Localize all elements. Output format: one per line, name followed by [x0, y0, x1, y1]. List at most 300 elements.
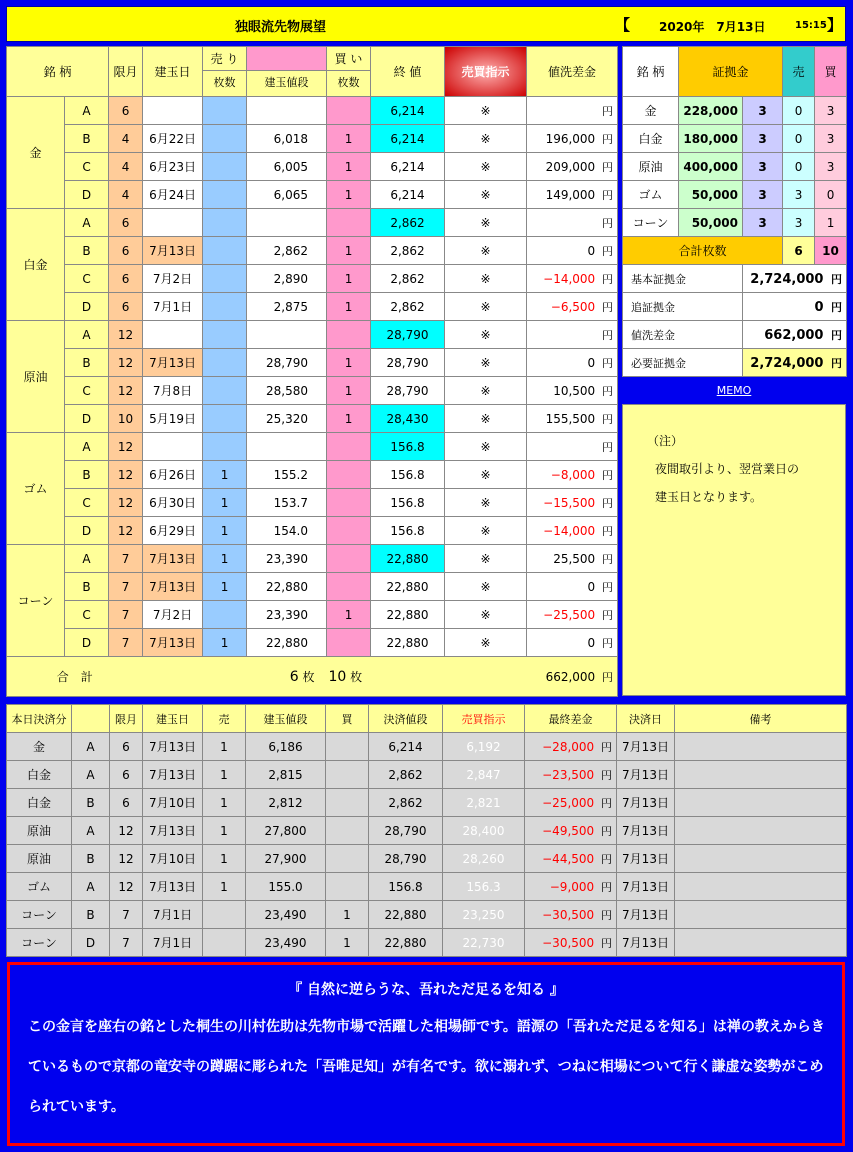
open-date: 7月1日	[143, 293, 203, 321]
open-price: 23,390	[247, 545, 327, 573]
settle-price: 155.0	[246, 873, 326, 901]
position-row	[7, 629, 618, 657]
open-date	[143, 97, 203, 125]
mark-diff	[743, 321, 847, 349]
positions-table	[6, 46, 618, 697]
margin-col-amount: 証拠金	[679, 47, 783, 97]
buy-count: 1	[327, 153, 371, 181]
margin-sell: 3	[783, 181, 815, 209]
yen-unit: 円	[601, 768, 612, 782]
settle-final-cell	[525, 873, 617, 901]
yen-unit: 円	[602, 104, 614, 118]
instruction: ※	[445, 181, 527, 209]
position-key: B	[65, 573, 109, 601]
instruction: ※	[445, 461, 527, 489]
settle-row	[7, 733, 847, 761]
position-key: A	[65, 433, 109, 461]
close-price: 156.8	[371, 433, 445, 461]
yen-unit: 円	[602, 608, 614, 622]
brand-name: 金	[7, 97, 65, 209]
quote-body: この金言を座右の銘とした桐生の川村佐助は先物市場で活躍した相場師です。語源の「吾れただ足るを知る」は禅の教えからきているもので京都の竜安寺の蹲踞に彫られた「吾唯足知」が有名です。欲に溺れず、つねに相場について行く謙虚な姿勢がこめられています。	[28, 1019, 825, 1115]
total-label: 合 計	[7, 657, 143, 697]
margin-total-label: 合計枚数	[623, 237, 783, 265]
settle-price: 6,186	[246, 733, 326, 761]
open-price: 6,065	[247, 181, 327, 209]
yen-unit: 円	[602, 188, 614, 202]
settle-instruction: 2,821	[443, 789, 525, 817]
settle-key: A	[72, 761, 110, 789]
mark-diff-amount: −25,500	[543, 607, 596, 622]
settle-col-date: 建玉日	[143, 705, 203, 733]
close-price: 6,214	[371, 97, 445, 125]
mark-diff-cell	[527, 377, 618, 405]
settle-price: 2,815	[246, 761, 326, 789]
add-margin-yen: 円	[831, 300, 843, 314]
contract-month: 7	[109, 545, 143, 573]
yen-unit: 円	[601, 936, 612, 950]
yen-unit: 円	[602, 440, 614, 454]
margin-row	[623, 153, 847, 181]
total-diff	[527, 657, 618, 697]
buy-count: 1	[327, 125, 371, 153]
yen-unit: 円	[602, 524, 614, 538]
sell-count	[203, 153, 247, 181]
yen-unit: 円	[602, 356, 614, 370]
settle-open-date: 7月13日	[143, 733, 203, 761]
settle-col-buy: 買	[326, 705, 369, 733]
settle-month: 6	[110, 733, 143, 761]
yen-unit: 円	[601, 796, 612, 810]
position-row	[7, 433, 618, 461]
margin-amount: 50,000	[679, 181, 743, 209]
close-price: 6,214	[371, 181, 445, 209]
contract-month: 6	[109, 293, 143, 321]
close-price: 22,880	[371, 601, 445, 629]
open-date: 6月26日	[143, 461, 203, 489]
settle-date: 7月13日	[617, 761, 675, 789]
settle-open-date: 7月13日	[143, 817, 203, 845]
settle-sell: 1	[203, 761, 246, 789]
position-row	[7, 377, 618, 405]
mark-diff-amount: −6,500	[550, 299, 596, 314]
mark-diff-cell	[527, 433, 618, 461]
sell-count	[203, 181, 247, 209]
instruction: ※	[445, 629, 527, 657]
open-price: 153.7	[247, 489, 327, 517]
settle-month: 12	[110, 873, 143, 901]
open-price: 2,890	[247, 265, 327, 293]
settle-col-price: 建玉値段	[246, 705, 326, 733]
basic-margin-label: 基本証拠金	[623, 265, 743, 293]
mark-diff-amount: 155,500	[545, 411, 596, 426]
open-price: 28,580	[247, 377, 327, 405]
contract-month: 6	[109, 97, 143, 125]
instruction: ※	[445, 573, 527, 601]
mark-diff-value: 662,000	[764, 327, 824, 343]
required-margin-label: 必要証拠金	[623, 349, 743, 377]
close-price: 156.8	[371, 489, 445, 517]
position-key: C	[65, 377, 109, 405]
memo-box	[622, 404, 846, 696]
mark-diff-cell	[527, 405, 618, 433]
open-price	[247, 433, 327, 461]
total-diff-value: 662,000	[545, 669, 596, 684]
open-price: 23,390	[247, 601, 327, 629]
instruction: ※	[445, 545, 527, 573]
page-title: 独眼流先物展望	[235, 20, 327, 35]
close-price: 22,880	[371, 629, 445, 657]
instruction: ※	[445, 601, 527, 629]
close-price: 156.8	[371, 517, 445, 545]
instruction: ※	[445, 125, 527, 153]
buy-count: 1	[327, 601, 371, 629]
settle-note	[675, 929, 847, 957]
yen-unit: 円	[602, 580, 614, 594]
settle-note	[675, 901, 847, 929]
position-key: B	[65, 125, 109, 153]
open-price: 6,018	[247, 125, 327, 153]
add-margin	[743, 293, 847, 321]
mark-diff-cell	[527, 545, 618, 573]
settle-close: 156.8	[369, 873, 443, 901]
yen-unit: 円	[602, 552, 614, 566]
mark-diff-cell	[527, 461, 618, 489]
settle-name: ゴム	[7, 873, 72, 901]
position-key: C	[65, 489, 109, 517]
mark-diff-amount: 10,500	[553, 383, 596, 398]
yen-unit: 円	[601, 852, 612, 866]
col-instruction: 売買指示	[445, 47, 527, 97]
sell-count	[203, 237, 247, 265]
mark-diff-cell	[527, 209, 618, 237]
settle-name: 原油	[7, 845, 72, 873]
buy-count	[327, 321, 371, 349]
position-key: D	[65, 293, 109, 321]
settle-month: 7	[110, 901, 143, 929]
margin-brand: 白金	[623, 125, 679, 153]
settle-date: 7月13日	[617, 873, 675, 901]
settle-close: 28,790	[369, 845, 443, 873]
instruction: ※	[445, 349, 527, 377]
margin-col-sell: 売	[783, 47, 815, 97]
instruction: ※	[445, 489, 527, 517]
mark-diff-amount: 0	[587, 355, 596, 370]
margin-buy: 0	[815, 181, 847, 209]
position-key: A	[65, 321, 109, 349]
settle-key: A	[72, 817, 110, 845]
memo-line-2: 建玉日となります。	[655, 490, 763, 504]
settle-date: 7月13日	[617, 845, 675, 873]
settle-date: 7月13日	[617, 733, 675, 761]
settle-col-note: 備考	[675, 705, 847, 733]
open-date: 7月13日	[143, 629, 203, 657]
open-price: 25,320	[247, 405, 327, 433]
open-date	[143, 321, 203, 349]
buy-count	[327, 433, 371, 461]
total-buy-count: 10	[328, 669, 347, 685]
margin-amount: 400,000	[679, 153, 743, 181]
open-price	[247, 209, 327, 237]
settle-final: −30,500	[542, 935, 595, 950]
sell-count: 1	[203, 629, 247, 657]
margin-buy: 1	[815, 209, 847, 237]
header-time: 15:15	[795, 20, 827, 31]
settle-col-sell: 売	[203, 705, 246, 733]
sell-count: 1	[203, 573, 247, 601]
open-date: 7月2日	[143, 601, 203, 629]
memo-line-1: 夜間取引より、翌営業日の	[655, 462, 800, 476]
settle-price: 23,490	[246, 929, 326, 957]
position-row	[7, 237, 618, 265]
margin-sell: 3	[783, 209, 815, 237]
margin-row	[623, 181, 847, 209]
contract-month: 10	[109, 405, 143, 433]
yen-unit: 円	[602, 216, 614, 230]
settle-note	[675, 873, 847, 901]
mark-diff-yen: 円	[831, 328, 843, 342]
open-price: 22,880	[247, 573, 327, 601]
settle-key: D	[72, 929, 110, 957]
margin-sell: 0	[783, 97, 815, 125]
mark-diff-cell	[527, 125, 618, 153]
sell-count	[203, 209, 247, 237]
basic-margin	[743, 265, 847, 293]
open-price	[247, 321, 327, 349]
mark-diff-cell	[527, 97, 618, 125]
open-price: 22,880	[247, 629, 327, 657]
settle-name: コーン	[7, 901, 72, 929]
total-sell-unit: 枚	[302, 670, 315, 684]
close-price: 28,430	[371, 405, 445, 433]
position-row	[7, 153, 618, 181]
instruction: ※	[445, 433, 527, 461]
yen-unit: 円	[602, 300, 614, 314]
settle-sell: 1	[203, 789, 246, 817]
open-date: 7月8日	[143, 377, 203, 405]
settle-name: 原油	[7, 817, 72, 845]
buy-count: 1	[327, 265, 371, 293]
margin-buy: 3	[815, 153, 847, 181]
yen-unit: 円	[602, 412, 614, 426]
buy-count: 1	[327, 237, 371, 265]
settle-sell: 1	[203, 873, 246, 901]
settle-row	[7, 901, 847, 929]
position-key: C	[65, 601, 109, 629]
settle-sell: 1	[203, 817, 246, 845]
settle-note	[675, 817, 847, 845]
open-date: 6月24日	[143, 181, 203, 209]
position-key: A	[65, 209, 109, 237]
position-row	[7, 461, 618, 489]
position-row	[7, 349, 618, 377]
yen-unit: 円	[602, 328, 614, 342]
col-sell	[203, 47, 247, 97]
instruction: ※	[445, 517, 527, 545]
settle-key: A	[72, 733, 110, 761]
mark-diff-cell	[527, 489, 618, 517]
yen-unit: 円	[601, 824, 612, 838]
position-row	[7, 97, 618, 125]
margin-brand: コーン	[623, 209, 679, 237]
settle-close: 2,862	[369, 761, 443, 789]
sell-count	[203, 321, 247, 349]
instruction: ※	[445, 377, 527, 405]
settle-row	[7, 761, 847, 789]
close-price: 6,214	[371, 125, 445, 153]
mark-diff-cell	[527, 265, 618, 293]
position-key: B	[65, 349, 109, 377]
contract-month: 4	[109, 181, 143, 209]
margin-row	[623, 125, 847, 153]
position-row	[7, 489, 618, 517]
settle-key: B	[72, 789, 110, 817]
instruction: ※	[445, 237, 527, 265]
col-price	[247, 47, 327, 97]
settle-key: B	[72, 845, 110, 873]
settle-final: −9,000	[549, 879, 595, 894]
yen-unit: 円	[602, 468, 614, 482]
settle-instruction: 2,847	[443, 761, 525, 789]
position-row	[7, 517, 618, 545]
settle-final: −49,500	[542, 823, 595, 838]
yen-unit: 円	[602, 132, 614, 146]
contract-month: 7	[109, 629, 143, 657]
mark-diff-cell	[527, 601, 618, 629]
memo-note-title: （注）	[647, 434, 684, 448]
settle-name: 金	[7, 733, 72, 761]
margin-brand: 原油	[623, 153, 679, 181]
mark-diff-cell	[527, 629, 618, 657]
contract-month: 4	[109, 125, 143, 153]
settle-final-cell	[525, 845, 617, 873]
settle-sell	[203, 901, 246, 929]
open-price: 154.0	[247, 517, 327, 545]
contract-month: 6	[109, 209, 143, 237]
settle-close: 22,880	[369, 901, 443, 929]
sell-count	[203, 377, 247, 405]
quote-panel	[7, 962, 845, 1146]
settle-name: コーン	[7, 929, 72, 957]
margin-count: 3	[743, 97, 783, 125]
mark-diff-amount: 209,000	[545, 159, 596, 174]
settle-instruction: 6,192	[443, 733, 525, 761]
open-price: 28,790	[247, 349, 327, 377]
col-buy-label: 買 い	[327, 47, 370, 71]
sell-count: 1	[203, 545, 247, 573]
header-bar	[6, 6, 846, 42]
margin-count: 3	[743, 125, 783, 153]
brand-name: 原油	[7, 321, 65, 433]
open-date: 6月29日	[143, 517, 203, 545]
settle-close: 2,862	[369, 789, 443, 817]
settle-open-date: 7月10日	[143, 789, 203, 817]
total-buy-unit: 枚	[350, 670, 363, 684]
settle-price: 2,812	[246, 789, 326, 817]
total-diff-yen: 円	[602, 670, 614, 684]
add-margin-value: 0	[814, 299, 824, 315]
yen-unit: 円	[602, 272, 614, 286]
settle-open-date: 7月10日	[143, 845, 203, 873]
basic-margin-yen: 円	[831, 272, 843, 286]
open-date: 7月13日	[143, 349, 203, 377]
position-row	[7, 293, 618, 321]
margin-buy: 3	[815, 125, 847, 153]
settle-note	[675, 845, 847, 873]
open-price: 2,862	[247, 237, 327, 265]
settle-final: −25,000	[542, 795, 595, 810]
margin-brand: 金	[623, 97, 679, 125]
brand-name: コーン	[7, 545, 65, 657]
position-row	[7, 209, 618, 237]
contract-month: 7	[109, 601, 143, 629]
settle-month: 12	[110, 817, 143, 845]
close-price: 22,880	[371, 545, 445, 573]
yen-unit: 円	[601, 880, 612, 894]
yen-unit: 円	[602, 244, 614, 258]
settle-buy	[326, 845, 369, 873]
sell-count: 1	[203, 517, 247, 545]
buy-count	[327, 489, 371, 517]
open-price: 6,005	[247, 153, 327, 181]
open-date: 7月2日	[143, 265, 203, 293]
total-buy	[327, 657, 445, 697]
col-buy	[327, 47, 371, 97]
buy-count: 1	[327, 377, 371, 405]
settle-price: 27,900	[246, 845, 326, 873]
open-date	[143, 433, 203, 461]
col-brand: 銘 柄	[7, 47, 109, 97]
contract-month: 6	[109, 237, 143, 265]
settle-sell	[203, 929, 246, 957]
position-key: C	[65, 153, 109, 181]
mark-diff-cell	[527, 517, 618, 545]
margin-sell: 0	[783, 125, 815, 153]
contract-month: 12	[109, 377, 143, 405]
position-key: B	[65, 461, 109, 489]
mark-diff-amount: 0	[587, 579, 596, 594]
open-date: 6月30日	[143, 489, 203, 517]
position-key: D	[65, 517, 109, 545]
settle-buy	[326, 789, 369, 817]
mark-diff-label: 値洗差金	[623, 321, 743, 349]
total-sell-count: 6	[289, 669, 299, 685]
position-key: D	[65, 629, 109, 657]
buy-count	[327, 461, 371, 489]
position-key: A	[65, 545, 109, 573]
close-price: 28,790	[371, 377, 445, 405]
date-bracket-left: 【	[615, 16, 631, 34]
position-row	[7, 545, 618, 573]
margin-sell: 0	[783, 153, 815, 181]
basic-margin-value: 2,724,000	[750, 271, 824, 287]
instruction: ※	[445, 209, 527, 237]
settle-close: 28,790	[369, 817, 443, 845]
memo-link[interactable]: MEMO	[716, 384, 752, 397]
mark-diff-amount: 0	[587, 243, 596, 258]
contract-month: 12	[109, 433, 143, 461]
settle-name: 白金	[7, 761, 72, 789]
contract-month: 12	[109, 517, 143, 545]
contract-month: 12	[109, 349, 143, 377]
total-sell	[143, 657, 327, 697]
settle-price: 27,800	[246, 817, 326, 845]
settle-instruction: 23,250	[443, 901, 525, 929]
col-diff: 値洗差金	[527, 47, 618, 97]
mark-diff-amount: 25,500	[553, 551, 596, 566]
contract-month: 12	[109, 461, 143, 489]
open-price	[247, 97, 327, 125]
buy-count	[327, 97, 371, 125]
